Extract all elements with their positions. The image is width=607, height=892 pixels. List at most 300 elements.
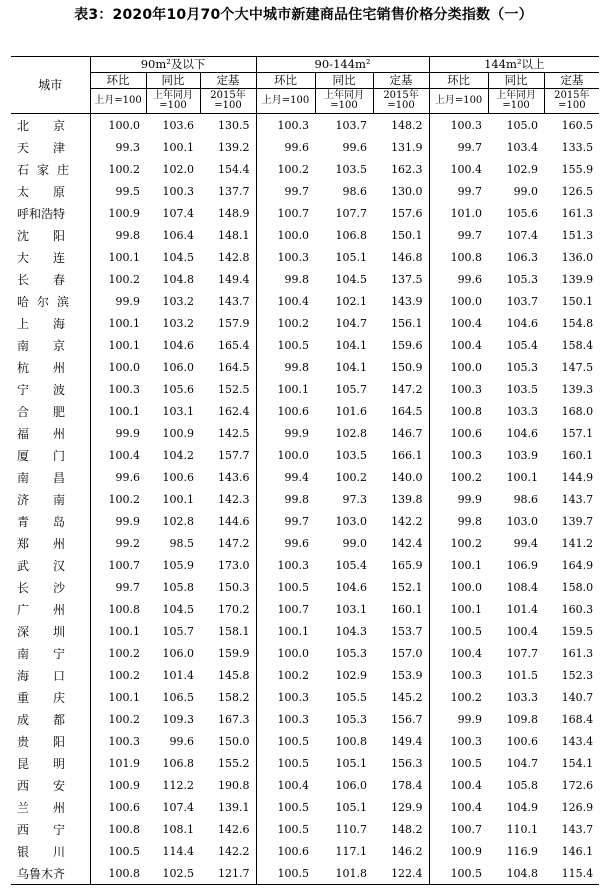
city-name: 西安 <box>17 778 65 793</box>
index-value: 100.0 <box>90 114 146 137</box>
index-value: 100.3 <box>429 664 488 686</box>
city-name: 太原 <box>17 184 65 199</box>
index-value: 103.0 <box>506 514 539 528</box>
index-value: 152.5 <box>218 382 250 396</box>
index-value: 99.7 <box>429 180 488 202</box>
index-value: 102.8 <box>335 426 368 440</box>
index-value: 100.2 <box>429 686 488 708</box>
index-value: 107.7 <box>506 646 539 660</box>
index-value: 121.7 <box>200 862 256 885</box>
index-value: 100.1 <box>256 620 315 642</box>
index-value: 140.7 <box>561 690 594 704</box>
table-row <box>11 532 599 554</box>
index-value: 106.0 <box>162 360 194 374</box>
index-value: 146.1 <box>561 844 594 858</box>
index-value: 99.6 <box>90 466 146 488</box>
base-prev-year: 上年同月=100 <box>315 89 373 114</box>
index-value: 103.5 <box>335 162 368 176</box>
index-value: 148.2 <box>391 822 423 836</box>
index-value: 100.5 <box>256 818 315 840</box>
index-value: 104.7 <box>506 756 539 770</box>
index-value: 100.1 <box>256 378 315 400</box>
index-value: 102.8 <box>162 514 194 528</box>
index-value: 103.9 <box>506 448 539 462</box>
index-value: 103.2 <box>162 316 194 330</box>
index-value: 106.8 <box>335 228 368 242</box>
index-value: 145.8 <box>218 668 250 682</box>
city-name: 大连 <box>17 250 65 265</box>
index-value: 103.7 <box>506 294 539 308</box>
index-value: 190.8 <box>218 778 250 792</box>
index-value: 98.6 <box>513 492 539 506</box>
index-value: 142.2 <box>218 844 250 858</box>
index-value: 106.3 <box>506 250 539 264</box>
index-value: 100.2 <box>429 466 488 488</box>
index-value: 157.7 <box>218 448 250 462</box>
index-value: 100.0 <box>429 290 488 312</box>
index-value: 106.4 <box>162 228 194 242</box>
index-value: 143.7 <box>561 492 594 506</box>
index-value: 100.0 <box>90 356 146 378</box>
index-value: 109.3 <box>162 712 194 726</box>
index-value: 150.1 <box>561 294 594 308</box>
index-value: 107.4 <box>506 228 539 242</box>
index-value: 99.9 <box>90 290 146 312</box>
index-value: 104.6 <box>506 426 539 440</box>
base-2015: 2015年=100 <box>200 89 256 114</box>
index-value: 139.7 <box>561 514 594 528</box>
index-value: 162.4 <box>218 404 250 418</box>
group-header-medium: 90-144m² <box>256 57 429 73</box>
index-value: 157.6 <box>391 206 423 220</box>
index-value: 107.4 <box>162 206 194 220</box>
table-row <box>11 378 599 400</box>
index-value: 150.9 <box>391 360 423 374</box>
city-name: 深圳 <box>17 624 65 639</box>
index-value: 165.9 <box>391 558 423 572</box>
sub-header-yoy: 同比 <box>488 73 544 89</box>
index-value: 154.8 <box>561 316 594 330</box>
index-value: 100.7 <box>256 202 315 224</box>
index-value: 100.3 <box>162 184 194 198</box>
city-name: 哈尔滨 <box>17 294 69 309</box>
index-value: 104.8 <box>162 272 194 286</box>
index-value: 103.5 <box>506 382 539 396</box>
table-row <box>11 774 599 796</box>
index-value: 103.4 <box>506 140 539 154</box>
index-value: 147.5 <box>561 360 594 374</box>
index-value: 100.4 <box>429 334 488 356</box>
index-value: 99.8 <box>90 224 146 246</box>
index-value: 100.3 <box>256 114 315 137</box>
index-value: 148.1 <box>218 228 250 242</box>
index-value: 149.4 <box>391 734 423 748</box>
table-row <box>11 708 599 730</box>
price-index-table <box>11 56 599 885</box>
index-value: 126.9 <box>561 800 594 814</box>
index-value: 105.6 <box>162 382 194 396</box>
index-value: 105.1 <box>335 250 368 264</box>
index-value: 105.4 <box>335 558 368 572</box>
index-value: 153.7 <box>391 624 423 638</box>
index-value: 100.6 <box>162 470 194 484</box>
index-value: 156.7 <box>391 712 423 726</box>
group-header-small: 90m²及以下 <box>90 57 256 73</box>
index-value: 145.2 <box>391 690 423 704</box>
index-value: 102.0 <box>162 162 194 176</box>
index-value: 141.2 <box>561 536 594 550</box>
index-value: 130.5 <box>218 118 250 132</box>
index-value: 100.9 <box>90 774 146 796</box>
index-value: 112.2 <box>162 778 194 792</box>
index-value: 129.9 <box>391 800 423 814</box>
city-name: 兰州 <box>17 800 65 815</box>
index-value: 100.4 <box>429 312 488 334</box>
index-value: 102.1 <box>335 294 368 308</box>
index-value: 164.5 <box>391 404 423 418</box>
table-row <box>11 180 599 202</box>
table-body <box>11 114 599 885</box>
index-value: 148.9 <box>218 206 250 220</box>
table-row <box>11 840 599 862</box>
index-value: 99.8 <box>256 356 315 378</box>
index-value: 103.6 <box>162 118 194 132</box>
index-value: 97.3 <box>342 492 368 506</box>
index-value: 102.9 <box>335 668 368 682</box>
index-value: 166.1 <box>391 448 423 462</box>
index-value: 100.0 <box>429 356 488 378</box>
index-value: 100.0 <box>256 642 315 664</box>
table-row <box>11 862 599 885</box>
index-value: 100.8 <box>90 818 146 840</box>
index-value: 104.1 <box>335 360 368 374</box>
base-2015: 2015年=100 <box>544 89 599 114</box>
city-name: 成都 <box>17 712 65 727</box>
index-value: 142.5 <box>218 426 250 440</box>
index-value: 104.5 <box>335 272 368 286</box>
index-value: 150.3 <box>218 580 250 594</box>
index-value: 100.3 <box>429 444 488 466</box>
table-row <box>11 334 599 356</box>
index-value: 148.2 <box>391 118 423 132</box>
index-value: 98.6 <box>342 184 368 198</box>
index-value: 143.4 <box>561 734 594 748</box>
index-value: 152.1 <box>391 580 423 594</box>
index-value: 103.5 <box>335 448 368 462</box>
index-value: 110.7 <box>335 822 368 836</box>
index-value: 152.3 <box>561 668 594 682</box>
index-value: 158.1 <box>218 624 250 638</box>
index-value: 100.8 <box>429 400 488 422</box>
table-row <box>11 554 599 576</box>
table-row <box>11 752 599 774</box>
index-value: 114.4 <box>162 844 194 858</box>
table-row <box>11 400 599 422</box>
table-row <box>11 686 599 708</box>
city-name: 厦门 <box>17 448 65 463</box>
index-value: 98.5 <box>169 536 194 550</box>
city-name: 呼和浩特 <box>17 206 66 221</box>
table-row <box>11 466 599 488</box>
table-row <box>11 114 599 137</box>
table-row <box>11 246 599 268</box>
index-value: 100.7 <box>256 598 315 620</box>
index-value: 99.9 <box>429 708 488 730</box>
index-value: 164.9 <box>561 558 594 572</box>
index-value: 142.6 <box>218 822 250 836</box>
index-value: 150.1 <box>391 228 423 242</box>
city-name: 南宁 <box>17 646 65 661</box>
index-value: 100.8 <box>335 734 368 748</box>
base-prev-year: 上年同月=100 <box>488 89 544 114</box>
index-value: 160.1 <box>561 448 594 462</box>
table-row <box>11 620 599 642</box>
index-value: 100.1 <box>90 246 146 268</box>
index-value: 139.3 <box>561 382 594 396</box>
index-value: 105.0 <box>506 118 539 132</box>
table-row <box>11 510 599 532</box>
index-value: 100.1 <box>506 470 539 484</box>
city-name: 合肥 <box>17 404 65 419</box>
index-value: 136.0 <box>561 250 594 264</box>
index-value: 140.0 <box>391 470 423 484</box>
index-value: 106.8 <box>162 756 194 770</box>
index-value: 159.6 <box>391 338 423 352</box>
index-value: 157.0 <box>391 646 423 660</box>
table-row <box>11 444 599 466</box>
index-value: 99.7 <box>429 136 488 158</box>
index-value: 151.3 <box>561 228 594 242</box>
index-value: 103.1 <box>335 602 368 616</box>
index-value: 105.8 <box>162 580 194 594</box>
index-value: 100.3 <box>256 708 315 730</box>
index-value: 103.3 <box>506 690 539 704</box>
index-value: 100.0 <box>429 576 488 598</box>
index-value: 157.9 <box>218 316 250 330</box>
index-value: 150.0 <box>218 734 250 748</box>
index-value: 159.5 <box>561 624 594 638</box>
index-value: 100.9 <box>90 202 146 224</box>
index-value: 170.2 <box>218 602 250 616</box>
index-value: 156.3 <box>391 756 423 770</box>
index-value: 100.5 <box>256 730 315 752</box>
index-value: 104.1 <box>335 338 368 352</box>
index-value: 146.7 <box>391 426 423 440</box>
index-value: 159.9 <box>218 646 250 660</box>
index-value: 160.5 <box>561 118 594 132</box>
index-value: 100.2 <box>90 664 146 686</box>
table-row <box>11 312 599 334</box>
index-value: 100.3 <box>90 730 146 752</box>
index-value: 100.1 <box>162 140 194 154</box>
index-value: 99.9 <box>429 488 488 510</box>
index-value: 155.2 <box>218 756 250 770</box>
index-value: 99.7 <box>256 180 315 202</box>
table-row <box>11 576 599 598</box>
base-prev-month: 上月=100 <box>256 89 315 114</box>
index-value: 99.5 <box>90 180 146 202</box>
index-value: 100.4 <box>256 290 315 312</box>
city-name: 青岛 <box>17 514 65 529</box>
group-header-large: 144m²以上 <box>429 57 599 73</box>
index-value: 100.2 <box>90 158 146 180</box>
index-value: 100.5 <box>256 334 315 356</box>
index-value: 100.0 <box>256 224 315 246</box>
index-value: 105.4 <box>506 338 539 352</box>
index-value: 105.1 <box>335 756 368 770</box>
index-value: 100.1 <box>90 620 146 642</box>
index-value: 126.5 <box>561 184 594 198</box>
index-value: 99.0 <box>513 184 539 198</box>
index-value: 100.8 <box>90 862 146 885</box>
index-value: 100.3 <box>256 246 315 268</box>
index-value: 105.9 <box>162 558 194 572</box>
index-value: 100.5 <box>90 840 146 862</box>
index-value: 103.3 <box>506 404 539 418</box>
table-row <box>11 224 599 246</box>
index-value: 100.1 <box>429 554 488 576</box>
index-value: 100.5 <box>256 576 315 598</box>
index-value: 105.7 <box>162 624 194 638</box>
index-value: 142.8 <box>218 250 250 264</box>
index-value: 99.4 <box>256 466 315 488</box>
base-prev-month: 上月=100 <box>90 89 146 114</box>
index-value: 106.0 <box>335 778 368 792</box>
index-value: 100.3 <box>429 114 488 137</box>
index-value: 100.4 <box>429 642 488 664</box>
index-value: 100.2 <box>335 470 368 484</box>
index-value: 161.3 <box>561 646 594 660</box>
sub-header-fixed: 定基 <box>200 73 256 89</box>
index-value: 143.7 <box>561 822 594 836</box>
index-value: 147.2 <box>218 536 250 550</box>
sub-header-fixed: 定基 <box>373 73 429 89</box>
table-row <box>11 796 599 818</box>
index-value: 139.1 <box>218 800 250 814</box>
city-name: 石家庄 <box>17 162 69 177</box>
table-row <box>11 290 599 312</box>
index-value: 101.4 <box>506 602 539 616</box>
index-value: 102.9 <box>506 162 539 176</box>
sub-header-row <box>11 73 599 89</box>
table-row <box>11 356 599 378</box>
index-value: 105.3 <box>506 360 539 374</box>
index-value: 99.6 <box>342 140 368 154</box>
index-value: 173.0 <box>218 558 250 572</box>
index-value: 116.9 <box>506 844 539 858</box>
index-value: 164.5 <box>218 360 250 374</box>
index-value: 100.2 <box>90 642 146 664</box>
index-value: 104.9 <box>506 800 539 814</box>
index-value: 103.1 <box>162 404 194 418</box>
index-value: 142.4 <box>391 536 423 550</box>
index-value: 101.8 <box>315 862 373 885</box>
index-value: 100.2 <box>90 268 146 290</box>
table-row <box>11 202 599 224</box>
city-name: 福州 <box>17 426 65 441</box>
city-name: 南京 <box>17 338 65 353</box>
index-value: 100.4 <box>429 158 488 180</box>
index-value: 137.7 <box>218 184 250 198</box>
index-value: 100.4 <box>90 444 146 466</box>
index-value: 105.7 <box>335 382 368 396</box>
index-value: 130.0 <box>391 184 423 198</box>
index-value: 160.3 <box>561 602 594 616</box>
index-value: 100.2 <box>256 158 315 180</box>
index-value: 100.5 <box>429 862 488 885</box>
index-value: 107.7 <box>335 206 368 220</box>
table-title: 表3：2020年10月70个大中城市新建商品住宅销售价格分类指数（一） <box>74 7 533 23</box>
index-value: 100.0 <box>256 444 315 466</box>
index-value: 158.4 <box>561 338 594 352</box>
index-value: 99.6 <box>429 268 488 290</box>
table-row <box>11 488 599 510</box>
index-value: 99.6 <box>256 136 315 158</box>
index-value: 165.4 <box>218 338 250 352</box>
index-value: 105.6 <box>506 206 539 220</box>
city-name: 沈阳 <box>17 228 65 243</box>
index-value: 99.9 <box>256 422 315 444</box>
city-name: 天津 <box>17 140 65 155</box>
index-value: 101.5 <box>506 668 539 682</box>
city-name: 长春 <box>17 272 65 287</box>
index-value: 100.5 <box>429 620 488 642</box>
index-value: 100.1 <box>162 492 194 506</box>
index-value: 100.3 <box>429 378 488 400</box>
index-value: 100.4 <box>429 796 488 818</box>
index-value: 139.9 <box>561 272 594 286</box>
index-value: 104.7 <box>335 316 368 330</box>
index-value: 153.9 <box>391 668 423 682</box>
city-name: 北京 <box>17 118 65 133</box>
index-value: 100.5 <box>256 752 315 774</box>
city-name: 银川 <box>17 844 65 859</box>
city-name: 贵阳 <box>17 734 65 749</box>
sub-header-mom: 环比 <box>429 73 488 89</box>
index-value: 103.0 <box>335 514 368 528</box>
index-value: 122.4 <box>373 862 429 885</box>
index-value: 100.5 <box>256 796 315 818</box>
index-value: 154.4 <box>218 162 250 176</box>
index-value: 104.3 <box>335 624 368 638</box>
index-value: 142.2 <box>391 514 423 528</box>
city-name: 乌鲁木齐 <box>11 862 90 885</box>
index-value: 157.1 <box>561 426 594 440</box>
table-row <box>11 664 599 686</box>
index-value: 99.4 <box>513 536 539 550</box>
base-2015: 2015年=100 <box>373 89 429 114</box>
index-value: 108.1 <box>162 822 194 836</box>
index-value: 100.6 <box>506 734 539 748</box>
index-value: 100.1 <box>429 598 488 620</box>
index-value: 104.5 <box>162 602 194 616</box>
table-row <box>11 642 599 664</box>
sub-header-yoy: 同比 <box>315 73 373 89</box>
index-value: 105.8 <box>506 778 539 792</box>
index-value: 172.6 <box>561 778 594 792</box>
index-value: 100.6 <box>256 400 315 422</box>
index-value: 104.2 <box>162 448 194 462</box>
index-value: 104.5 <box>162 250 194 264</box>
index-value: 99.7 <box>256 510 315 532</box>
table-row <box>11 598 599 620</box>
city-name: 海口 <box>17 668 65 683</box>
index-value: 139.8 <box>391 492 423 506</box>
index-value: 110.1 <box>506 822 539 836</box>
index-value: 99.8 <box>429 510 488 532</box>
base-prev-month: 上月=100 <box>429 89 488 114</box>
index-value: 160.1 <box>391 602 423 616</box>
